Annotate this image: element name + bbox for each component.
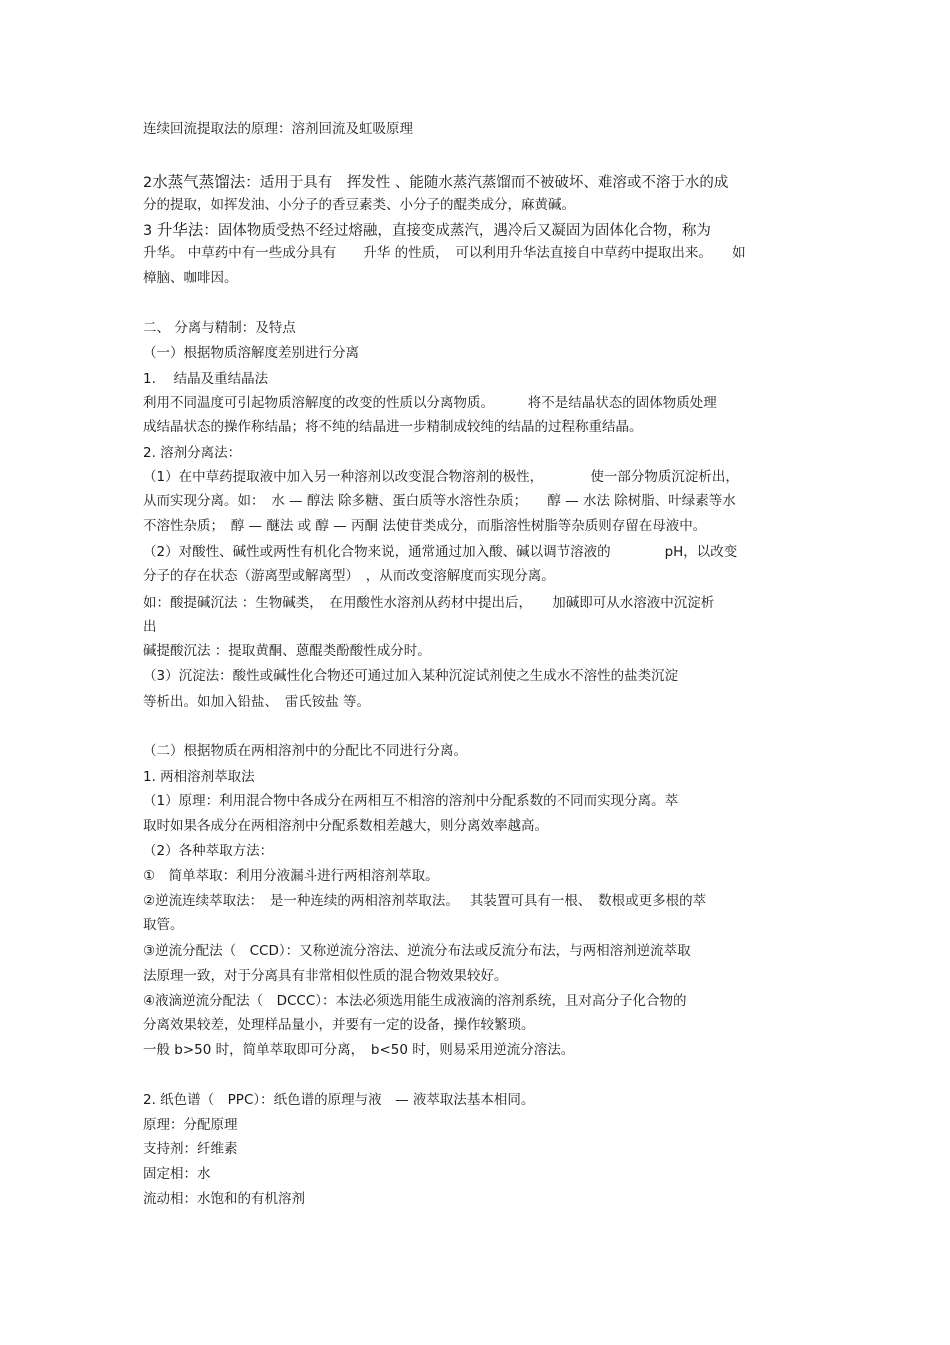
text-line: 一般 b>50 时，简单萃取即可分离， b<50 时，则易采用逆流分溶法。 bbox=[143, 1042, 575, 1058]
item-heading: 1. 结晶及重结晶法 bbox=[143, 371, 269, 387]
subsection-heading: （二）根据物质在两相溶剂中的分配比不同进行分离。 bbox=[143, 743, 467, 759]
text-line: ④液滴逆流分配法（ DCCC）：本法必须选用能生成液滴的溶剂系统，且对高分子化合物的 bbox=[143, 993, 687, 1009]
text-line: 取管。 bbox=[143, 917, 184, 933]
text-line: ②逆流连续萃取法： 是一种连续的两相溶剂萃取法。 其装置可具有一根、 数根或更多根的萃 bbox=[143, 893, 707, 909]
text-line: 从而实现分离。如： 水 — 醇法 除多糖、蛋白质等水溶性杂质； 醇 — 水法 除树脂、叶绿素等水 bbox=[143, 493, 736, 509]
text-line: 连续回流提取法的原理：溶剂回流及虹吸原理 bbox=[143, 121, 413, 137]
text-line: 分子的存在状态（游离型或解离型） ，从而改变溶解度而实现分离。 bbox=[143, 568, 555, 584]
text-line: 碱提酸沉法 ：提取黄酮、蒽醌类酚酸性成分时。 bbox=[143, 643, 431, 659]
section-title-sublimation: 升华法 bbox=[156, 221, 204, 239]
text-line: ① 简单萃取：利用分液漏斗进行两相溶剂萃取。 bbox=[143, 868, 439, 884]
sublimation-line bbox=[143, 220, 711, 241]
text-line: （2）对酸性、碱性或两性有机化合物来说，通常通过加入酸、碱以调节溶液的 pH，以改变 bbox=[143, 544, 738, 560]
subsection-heading: （一）根据物质溶解度差别进行分离 bbox=[143, 345, 359, 361]
text-line: 不溶性杂质； 醇 — 醚法 或 醇 — 丙酮 法使苷类成分，而脂溶性树脂等杂质则存留在母液中。 bbox=[143, 518, 707, 534]
text-line: 等析出。如加入铅盐、 雷氏铵盐 等。 bbox=[143, 694, 371, 710]
text-line: （1）原理：利用混合物中各成分在两相互不相溶的溶剂中分配系数的不同而实现分离。萃 bbox=[143, 793, 679, 809]
text-line: （2）各种萃取方法： bbox=[143, 843, 274, 859]
text-line: 法原理一致，对于分离具有非常相似性质的混合物效果较好。 bbox=[143, 968, 508, 984]
item-heading: 2. 纸色谱（ PPC）：纸色谱的原理与液 — 液萃取法基本相同。 bbox=[143, 1092, 535, 1108]
section-heading: 二、 分离与精制：及特点 bbox=[143, 320, 296, 336]
text-line: （3）沉淀法：酸性或碱性化合物还可通过加入某种沉淀试剂使之生成水不溶性的盐类沉淀 bbox=[143, 668, 679, 684]
text-line: 固定相：水 bbox=[143, 1166, 211, 1182]
text-line: 流动相：水饱和的有机溶剂 bbox=[143, 1191, 305, 1207]
text-line: 升华。 中草药中有一些成分具有 升华 的性质， 可以利用升华法直接自中草药中提取出来。 如 bbox=[143, 245, 746, 261]
text-line: 取时如果各成分在两相溶剂中分配系数相差越大，则分离效率越高。 bbox=[143, 818, 548, 834]
text-line: 出 bbox=[143, 619, 157, 635]
text-line: 樟脑、咖啡因。 bbox=[143, 270, 238, 286]
steam-distillation-line bbox=[143, 172, 728, 193]
item-heading: 1. 两相溶剂萃取法 bbox=[143, 769, 255, 785]
text-line: 分离效果较差，处理样品量小，并要有一定的设备，操作较繁琐。 bbox=[143, 1017, 535, 1033]
section-number: 2 bbox=[143, 175, 153, 191]
item-heading: 2. 溶剂分离法： bbox=[143, 445, 242, 461]
section-title-steam-distillation: 水蒸气蒸馏法 bbox=[152, 173, 246, 191]
section-number: 3 bbox=[143, 223, 153, 239]
text-line: 利用不同温度可引起物质溶解度的改变的性质以分离物质。 将不是结晶状态的固体物质处理 bbox=[143, 395, 717, 411]
text-line: 如：酸提碱沉法 ：生物碱类， 在用酸性水溶剂从药材中提出后， 加碱即可从水溶液中沉淀析 bbox=[143, 595, 715, 611]
text-fragment: ：固体物质受热不经过熔融，直接变成蒸汽，遇冷后又凝固为固体化合物，称为 bbox=[203, 223, 711, 239]
text-line: 原理：分配原理 bbox=[143, 1117, 238, 1133]
text-line: 分的提取，如挥发油、小分子的香豆素类、小分子的醌类成分，麻黄碱。 bbox=[143, 197, 575, 213]
text-line: 成结晶状态的操作称结晶；将不纯的结晶进一步精制成较纯的结晶的过程称重结晶。 bbox=[143, 419, 643, 435]
text-line: ③逆流分配法（ CCD）：又称逆流分溶法、逆流分布法或反流分布法，与两相溶剂逆流萃取 bbox=[143, 943, 691, 959]
text-fragment: ：适用于具有 挥发性 、能随水蒸汽蒸馏而不被破坏、难溶或不溶于水的成 bbox=[245, 175, 729, 191]
text-line: （1）在中草药提取液中加入另一种溶剂以改变混合物溶剂的极性， 使一部分物质沉淀析出， bbox=[143, 469, 739, 485]
text-line: 支持剂：纤维素 bbox=[143, 1141, 238, 1157]
